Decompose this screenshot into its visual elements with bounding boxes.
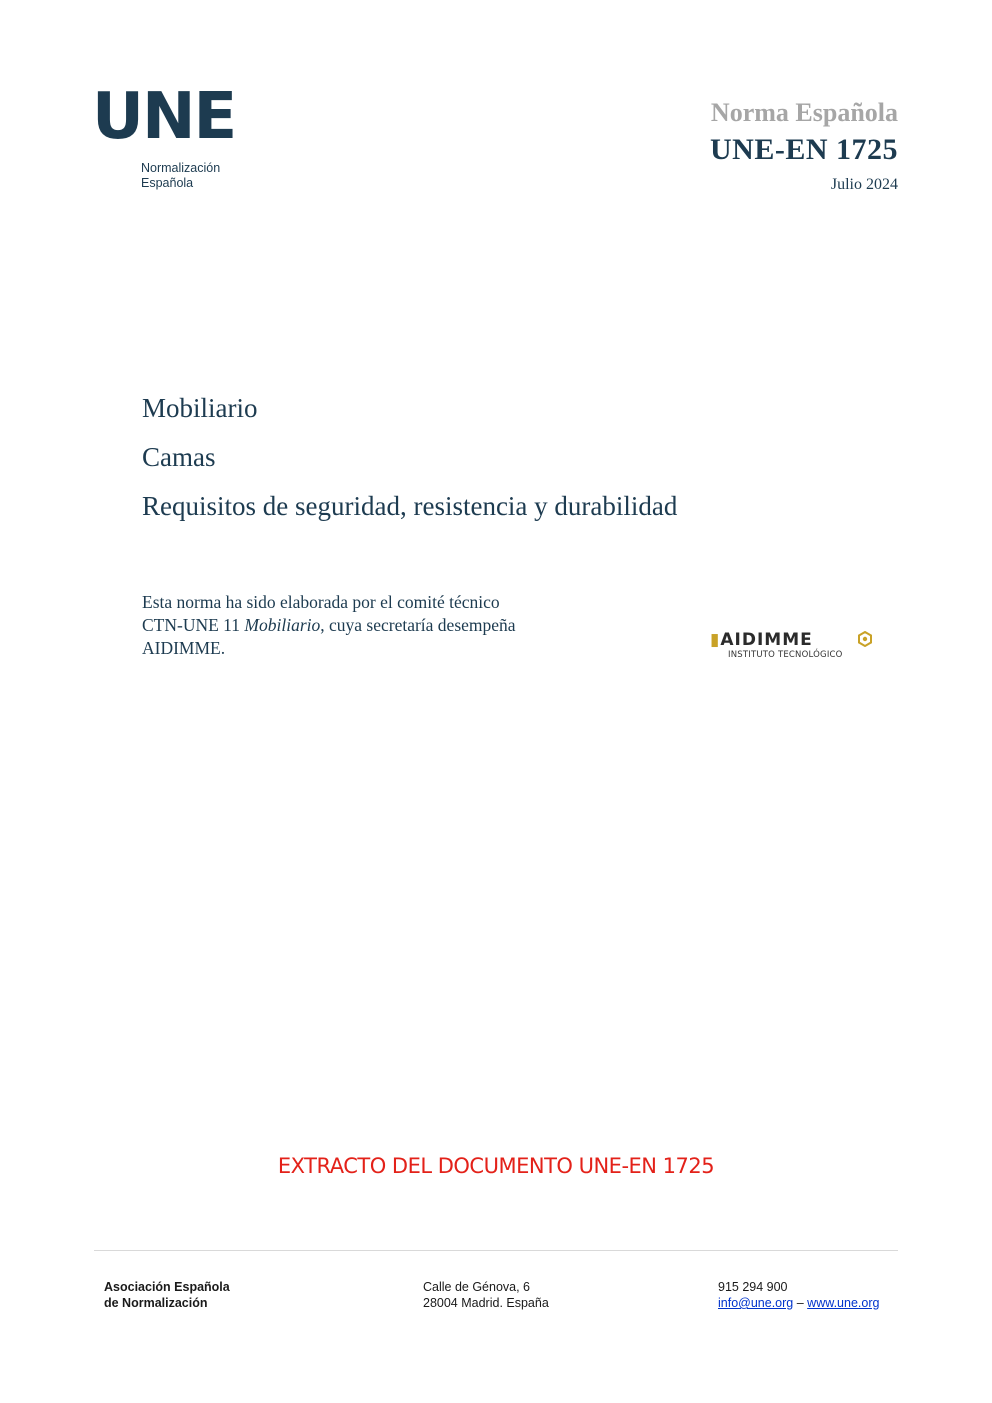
extract-banner: EXTRACTO DEL DOCUMENTO UNE-EN 1725 (277, 1154, 715, 1178)
title-line-1: Mobiliario (142, 393, 258, 423)
footer-org-line-2: de Normalización (104, 1296, 208, 1310)
standard-code: UNE-EN 1725 (709, 133, 898, 166)
aidimme-wordmark (710, 630, 813, 650)
footer-web-link[interactable]: www.une.org (807, 1296, 880, 1310)
une-logo-subtitle-line2: Española (141, 176, 194, 190)
standard-titles (142, 384, 677, 531)
une-logo-subtitle-line1: Normalización (141, 161, 221, 175)
committee-name: Mobiliario (244, 615, 321, 635)
footer-org-line-1: Asociación Española (104, 1280, 230, 1294)
footer-organization (104, 1279, 230, 1311)
une-logo-subtitle (141, 161, 220, 191)
committee-line-3: AIDIMME. (142, 638, 226, 658)
standard-kind: Norma Española (710, 98, 898, 127)
committee-statement (142, 591, 602, 660)
aidimme-name: AIDIMME (720, 630, 813, 650)
footer-divider (94, 1250, 898, 1251)
footer-email-link[interactable]: info@une.org (718, 1296, 794, 1310)
committee-line-2 (142, 614, 602, 637)
aidimme-hexagon-icon (857, 631, 873, 647)
footer-separator: – (796, 1296, 804, 1310)
committee-line-1: Esta norma ha sido elaborada por el comité técnico (142, 592, 500, 612)
footer-links (718, 1295, 879, 1311)
footer-contact (718, 1279, 879, 1311)
standard-header (710, 96, 898, 198)
footer-address-line-2: 28004 Madrid. España (423, 1296, 549, 1310)
aidimme-logo (710, 630, 880, 664)
aidimme-mark-icon: ▮ (710, 630, 721, 650)
une-logo (92, 80, 242, 198)
footer-address-line-1: Calle de Génova, 6 (423, 1280, 531, 1294)
footer-phone: 915 294 900 (718, 1280, 788, 1294)
committee-code: CTN-UNE 11 (142, 615, 245, 635)
committee-line-2-tail: , cuya secretaría desempeña (320, 615, 516, 635)
aidimme-tagline: INSTITUTO TECNOLÓGICO (728, 650, 843, 660)
title-line-2: Camas (142, 442, 216, 472)
footer-address (423, 1279, 549, 1311)
une-logo-wordmark: UNE (92, 80, 236, 154)
standard-date: Julio 2024 (830, 176, 898, 193)
title-line-3: Requisitos de seguridad, resistencia y durabilidad (142, 491, 678, 521)
